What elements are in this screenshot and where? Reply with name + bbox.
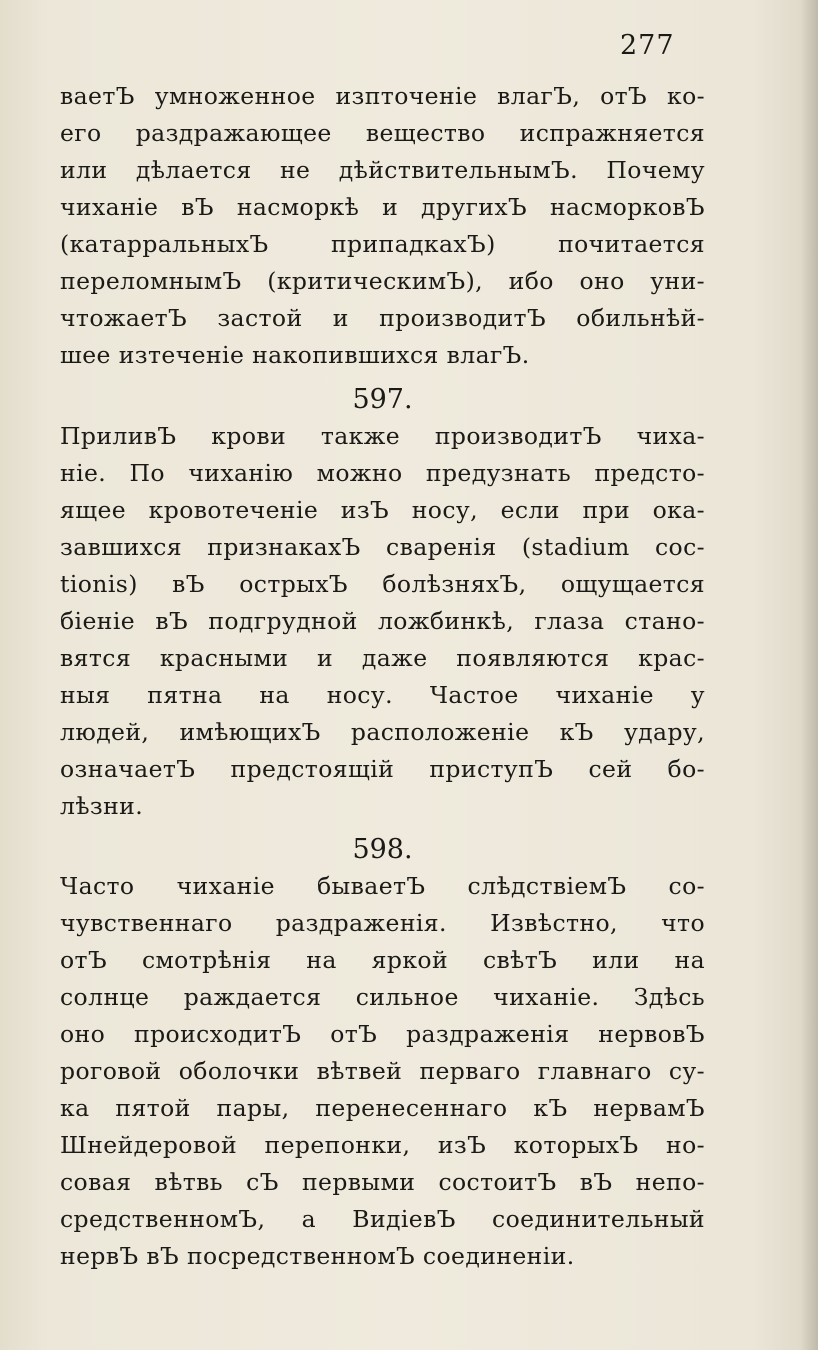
text-line: лѣзни.	[60, 792, 144, 820]
section-number: 598.	[352, 834, 413, 865]
text-line: отЪ смотрѣнія на яркой свѣтЪ или на	[60, 946, 705, 974]
text-line: или дѣлается не дѣйствительнымЪ. Почему	[60, 156, 705, 184]
text-line: оно происходитЪ отЪ раздраженія нервовЪ	[60, 1020, 705, 1048]
text-line: tionis) вЪ острыхЪ болѣзняхЪ, ощущается	[60, 570, 705, 598]
text-line: Часто чиханіе бываетЪ слѣдствіемЪ со-	[60, 872, 705, 900]
text-line: людей, имѣющихЪ расположеніе кЪ удару,	[60, 718, 705, 746]
text-line: завшихся признакахЪ сваренія (stadium coc-	[60, 533, 705, 561]
page-edge-shadow	[800, 0, 818, 1350]
text-line: чтожаетЪ застой и производитЪ обильнѣй-	[60, 304, 705, 332]
text-line: переломнымЪ (критическимЪ), ибо оно уни-	[60, 267, 705, 295]
text-line: средственномЪ, а ВидіевЪ соединительный	[60, 1205, 705, 1233]
text-line: шее изтеченіе накопившихся влагЪ.	[60, 341, 530, 369]
text-line: біеніе вЪ подгрудной ложбинкѣ, глаза стано-	[60, 607, 705, 635]
section-number: 597.	[352, 384, 413, 415]
text-line: ныя пятна на носу. Частое чиханіе у	[60, 681, 705, 709]
page-number: 277	[620, 30, 675, 61]
section-597-text	[60, 418, 705, 825]
section-heading-598	[60, 828, 705, 872]
text-line: чувственнаго раздраженія. Извѣстно, что	[60, 909, 705, 937]
text-line: ніе. По чиханію можно предузнать предсто-	[60, 459, 705, 487]
text-line: нервЪ вЪ посредственномЪ соединеніи.	[60, 1242, 575, 1270]
paragraph-continued	[60, 78, 705, 374]
text-line: ПриливЪ крови также производитЪ чиха-	[60, 422, 705, 450]
text-line: вятся красными и даже появляются крас-	[60, 644, 705, 672]
section-heading-597	[60, 378, 705, 422]
section-598-text	[60, 868, 705, 1275]
text-line: ящее кровотеченіе изЪ носу, если при ока-	[60, 496, 705, 524]
text-line: ваетЪ умноженное изпточеніе влагЪ, отЪ ко-	[60, 82, 705, 110]
text-line: солнце раждается сильное чиханіе. Здѣсь	[60, 983, 705, 1011]
text-line: роговой оболочки вѣтвей перваго главнаго су-	[60, 1057, 705, 1085]
text-line: чиханіе вЪ насморкѣ и другихЪ насморковЪ	[60, 193, 705, 221]
text-line: ка пятой пары, перенесеннаго кЪ нервамЪ	[60, 1094, 705, 1122]
text-line: совая вѣтвь сЪ первыми состоитЪ вЪ непо-	[60, 1168, 705, 1196]
text-line: (катарральныхЪ припадкахЪ) почитается	[60, 230, 705, 258]
text-line: означаетЪ предстоящій приступЪ сей бо-	[60, 755, 705, 783]
text-line: Шнейдеровой перепонки, изЪ которыхЪ но-	[60, 1131, 705, 1159]
text-line: его раздражающее вещество испражняется	[60, 119, 705, 147]
